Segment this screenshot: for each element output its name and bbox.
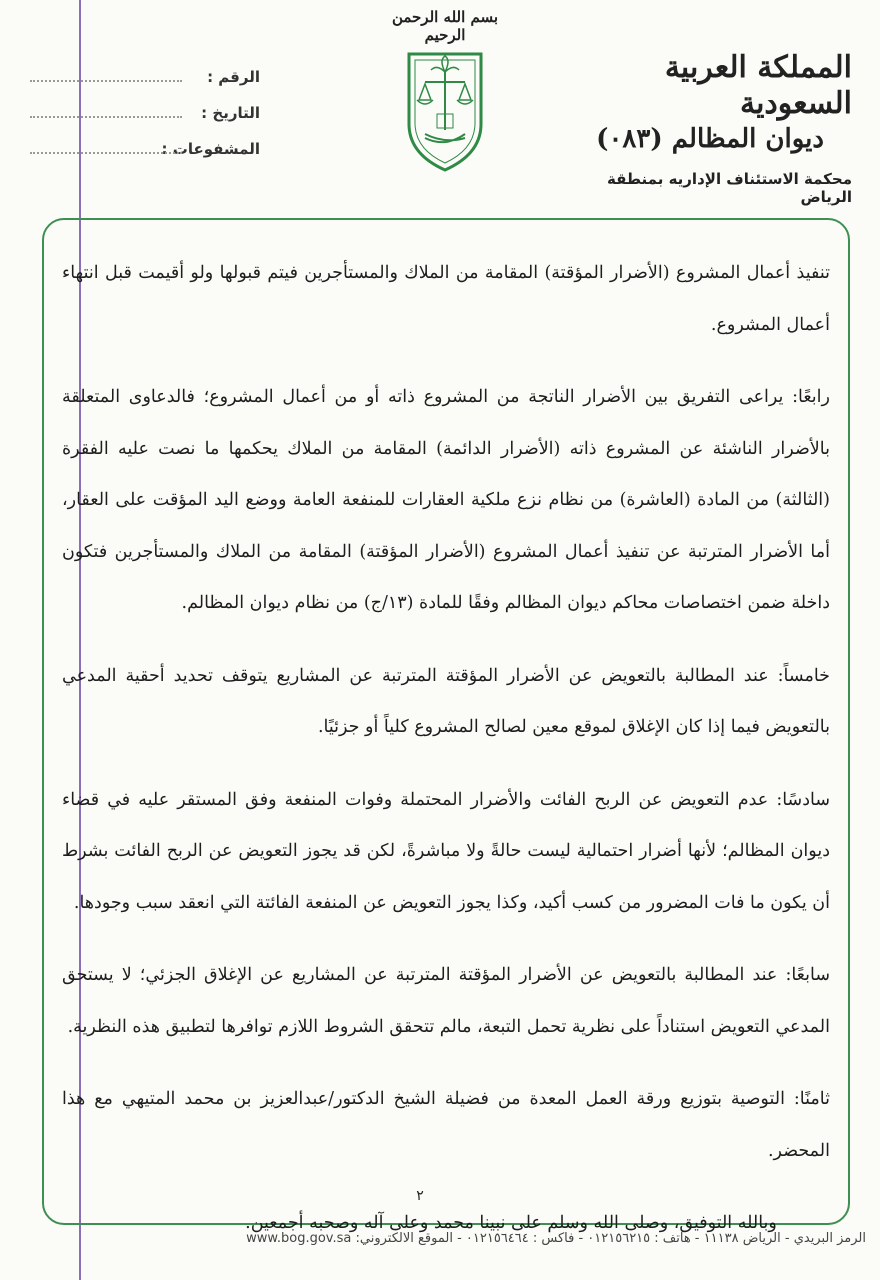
paragraph: رابعًا: يراعى التفريق بين الأضرار الناتجة من المشروع ذاته أو من أعمال المشروع؛ فالدعاوى المتعلقة بالأضرار الناشئة عن المشروع ذاته (الأضرار الدائمة) المقامة من الملاك يحكمها ما نصت عليه الفقرة (الثالثة) من المادة (العاشرة) من نظام نزع ملكية العقارات للمنفعة العامة ووضع اليد المؤقت على العقار، أما الأضرار المترتبة عن تنفيذ أعمال المشروع (الأضرار المؤقتة) المقامة من الملاك والمستأجرين فتكون داخلة ضمن اختصاصات محاكم ديوان المظالم وفقًا للمادة (١٣/ج) من نظام ديوان المظالم. (62, 387, 830, 613)
footer-address: الرمز البريدي - الرياض ١١١٣٨ - هاتف : ٠١٢١٥٦٢١٥ - فاكس : ٠١٢١٥٦٤٦٤ - الموقع الالكتروني: (355, 1231, 866, 1246)
reference-block (30, 50, 260, 158)
basmala: بسم الله الرحمن الرحيم (391, 8, 499, 44)
letterhead-center (390, 8, 500, 178)
dotted-line (30, 142, 182, 154)
ref-attachments-label: المشفوعات : (161, 140, 260, 158)
ref-number-row (30, 50, 260, 86)
letterhead-right (572, 50, 852, 206)
paragraph: ثامنًا: التوصية بتوزيع ورقة العمل المعدة من فضيلة الشيخ الدكتور/عبدالعزيز بن محمد المتيهي مع هذا المحضر. (62, 1089, 830, 1161)
paragraph: تنفيذ أعمال المشروع (الأضرار المؤقتة) المقامة من الملاك والمستأجرين فيتم قبولها ولو أقيمت قبل انتهاء أعمال المشروع. (62, 263, 830, 335)
dotted-line (30, 70, 182, 82)
dotted-line (30, 106, 182, 118)
page-number: ٢ (416, 1188, 424, 1204)
document-body (62, 248, 830, 1271)
footer-website: www.bog.gov.sa (246, 1231, 352, 1246)
ref-attachments-row (30, 122, 260, 158)
court-name: محكمة الاستئناف الإداريه بمنطقة الرياض (607, 170, 852, 206)
paragraph: سادسًا: عدم التعويض عن الربح الفائت والأضرار المحتملة وفوات المنفعة وفق المستقر عليه في قضاء ديوان المظالم؛ لأنها أضرار احتمالية ليست حالةً ولا مباشرةً، لكن قد يجوز التعويض عن الربح الفائت بشرط أن يكون ما فات المضرور من كسب أكيد، وكذا يجوز التعويض عن المنفعة الفائتة التي انعقد سبب وجودها. (62, 789, 830, 913)
scales-emblem-icon (390, 50, 500, 178)
paragraph: خامساً: عند المطالبة بالتعويض عن الأضرار المؤقتة المترتبة عن المشاريع يتوقف تحديد أحقية المدعي بالتعويض فيما إذا كان الإغلاق لموقع معين لصالح المشروع كلياً أو جزئيًا. (62, 665, 830, 737)
ref-number-label: الرقم : (207, 68, 260, 86)
kingdom-title: المملكة العربية السعودية (664, 50, 852, 121)
diwan-title: ديوان المظالم (٠٨٣) (596, 124, 824, 154)
ref-date-row (30, 86, 260, 122)
ref-date-label: التاريخ : (201, 104, 260, 122)
closing-line: وبالله التوفيق، وصلى الله وسلم على نبينا محمد وعلى آله وصحبه أجمعين. (245, 1213, 777, 1233)
footer (86, 1231, 866, 1246)
paragraph: سابعًا: عند المطالبة بالتعويض عن الأضرار المؤقتة المترتبة عن المشاريع عن الإغلاق الجزئي؛ لا يستحق المدعي التعويض استناداً على نظرية تحمل التبعة، مالم تتحقق الشروط اللازم توافرها لتطبيق هذه النظرية. (62, 965, 830, 1037)
